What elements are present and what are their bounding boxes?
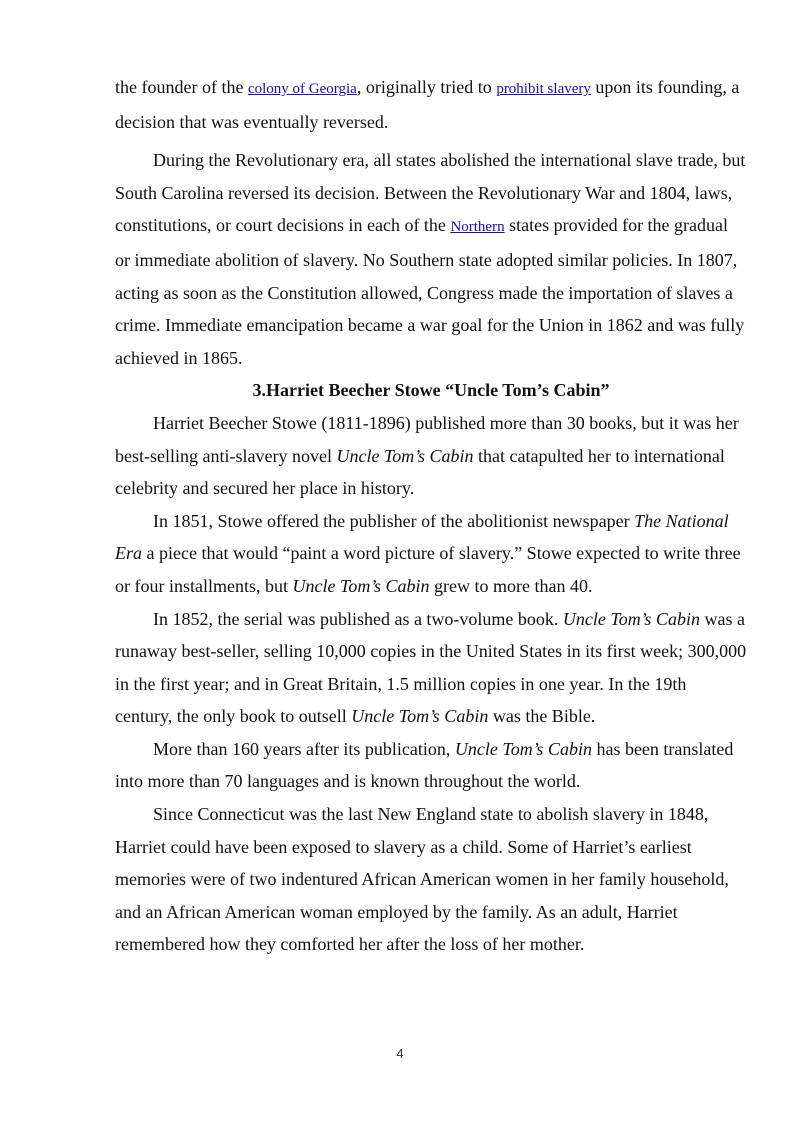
text: states provided for the gradual or immediate abolition of slavery. No Southern state adopted similar policies. In 1807, acting as soon as the Constitution allowed, Congress made the importation of slaves a crime. Immediate emancipation became a war goal for the Union in 1862 and was fully achieved in 1865.: [115, 215, 745, 368]
book-title: Uncle Tom’s Cabin: [292, 575, 430, 596]
text: that catapulted her to international celebrity and secured her place in history.: [115, 445, 725, 499]
text: , originally tried to: [356, 77, 497, 97]
page-number: 4: [396, 1046, 404, 1061]
book-title: Uncle Tom’s Cabin: [351, 706, 489, 727]
book-title: Uncle Tom’s Cabin: [562, 608, 700, 629]
text: During the Revolutionary era, all states abolished the international slave trade, but South Carolina reversed its decision. Between the Revolutionary War and 1804, laws, constitutions, or court decisions in each of the: [115, 150, 746, 236]
text: In 1851, Stowe offered the publisher of the abolitionist newspaper: [153, 510, 635, 531]
paragraph-3: [115, 407, 747, 505]
newspaper-title: The National Era: [115, 510, 729, 564]
text: Harriet Beecher Stowe (1811-1896) published more than 30 books, but it was her best-selling anti-slavery novel: [115, 412, 739, 466]
book-title: Uncle Tom’s Cabin: [336, 445, 474, 466]
paragraph-2: [115, 144, 747, 374]
paragraph-4: [115, 505, 747, 603]
book-title: Uncle Tom’s Cabin: [454, 738, 592, 759]
link-prohibit-slavery[interactable]: prohibit slavery: [496, 81, 591, 97]
text: More than 160 years after its publication,: [153, 738, 455, 759]
text: In 1852, the serial was published as a two-volume book.: [153, 608, 563, 629]
text: upon its founding, a decision that was eventually reversed.: [115, 77, 740, 132]
paragraph-5: [115, 603, 747, 733]
paragraph-7: [115, 798, 747, 961]
text: was the Bible.: [488, 706, 596, 727]
page-body: [115, 71, 747, 961]
section-heading: 3.Harriet Beecher Stowe “Uncle Tom’s Cabin”: [252, 380, 610, 401]
text: a piece that would “paint a word picture of slavery.” Stowe expected to write three or four installments, but: [115, 543, 741, 596]
text: was a runaway best-seller, selling 10,000 copies in the United States in its first week; 300,000 in the first year; and in Great Britain, 1.5 million copies in one year. In the 19th century, the only book to outsell: [115, 608, 747, 727]
text: has been translated into more than 70 languages and is known throughout the world.: [115, 738, 734, 792]
text: the founder of the: [115, 77, 248, 97]
link-northern[interactable]: Northern: [450, 219, 505, 236]
paragraph-6: [115, 733, 747, 798]
text: Since Connecticut was the last New England state to abolish slavery in 1848, Harriet could have been exposed to slavery as a child. Some of Harriet’s earliest memories were of two indentured African American women in her family household, and an African American woman employed by the family. As an adult, Harriet remembered how they comforted her after the loss of her mother.: [115, 804, 729, 955]
link-colony-of-georgia[interactable]: colony of Georgia: [247, 81, 357, 97]
paragraph-1: [115, 71, 747, 138]
text: grew to more than 40.: [429, 575, 593, 596]
